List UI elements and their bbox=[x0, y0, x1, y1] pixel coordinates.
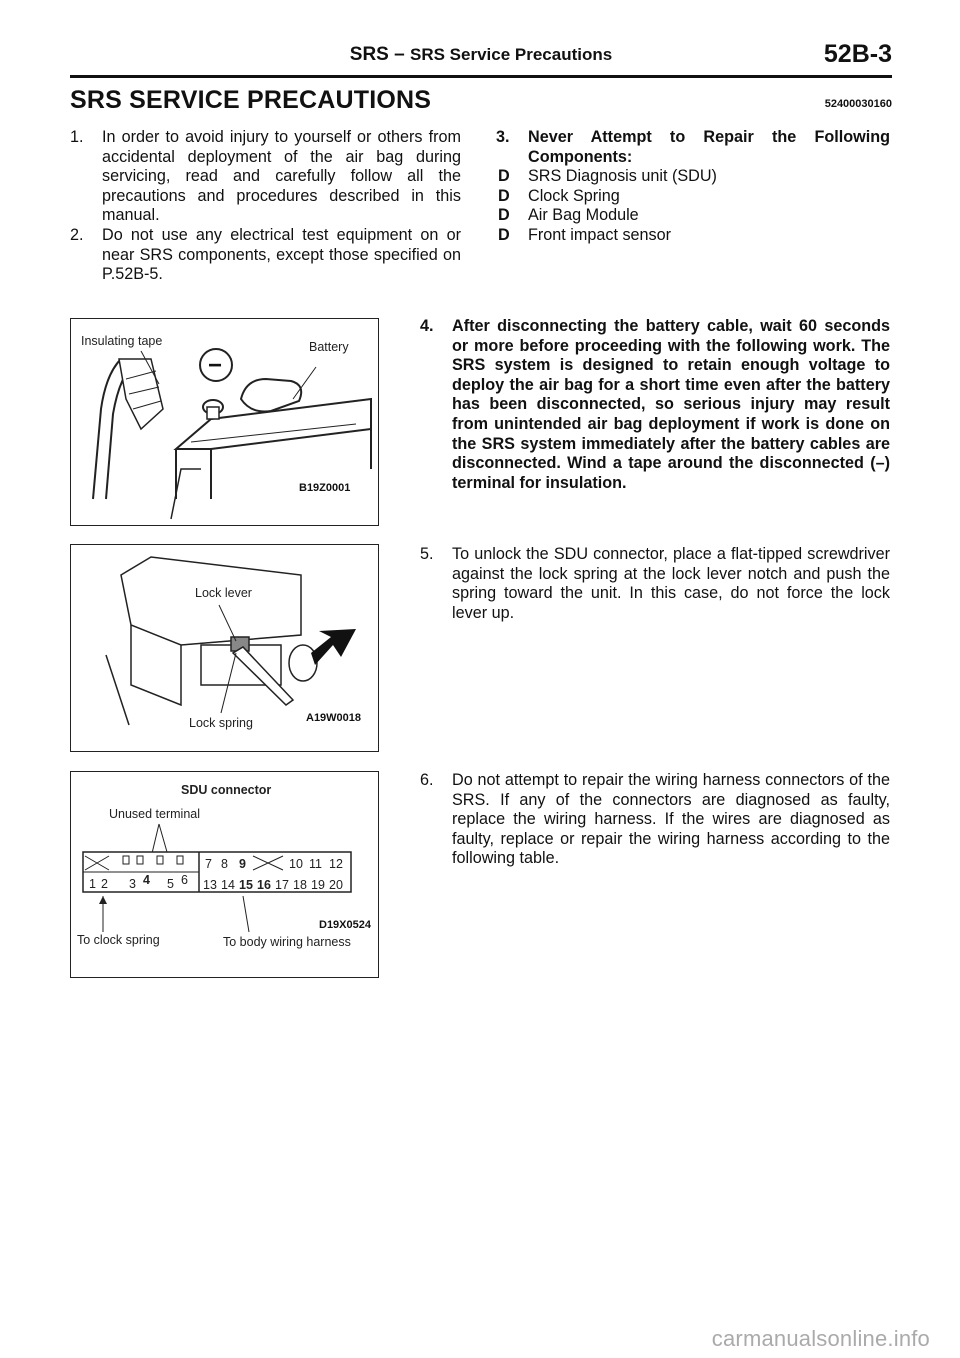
label-to-clock-spring: To clock spring bbox=[77, 933, 160, 947]
lock-lever-figure bbox=[70, 544, 379, 752]
label-insulating-tape: Insulating tape bbox=[81, 334, 163, 348]
header-dash: – bbox=[394, 44, 405, 65]
list-item bbox=[70, 226, 461, 285]
list-item bbox=[70, 128, 461, 226]
pin-label: 20 bbox=[329, 878, 343, 892]
item-text: After disconnecting the battery cable, wait 60 seconds or more before proceeding with the following work. The SRS system is designed to retain enough voltage to deploy the air bag for a short time even after the battery has been disconnected, so serious injury may result from unintended air bag deployment if work is done on the SRS system immediately after the battery cables are disconnected. Wind a tape around the disconnected (–) terminal for insulation. bbox=[452, 317, 890, 492]
left-column bbox=[70, 128, 461, 285]
sdu-lock-illustration bbox=[71, 545, 378, 751]
pin-label: 12 bbox=[329, 857, 343, 871]
component-text: Front impact sensor bbox=[528, 225, 672, 244]
component-list bbox=[496, 167, 890, 245]
label-lock-spring: Lock spring bbox=[189, 716, 253, 730]
label-unused-terminal: Unused terminal bbox=[109, 807, 201, 821]
figure-code: B19Z0001 bbox=[299, 482, 351, 494]
component-text: Air Bag Module bbox=[528, 206, 639, 225]
item-number: 1. bbox=[70, 128, 84, 146]
item-text: Do not attempt to repair the wiring harness connectors of the SRS. If any of the connectors are diagnosed as faulty, replace the wiring harness. If the wires are diagnosed as faulty, replace or repair the wiring harness according to the following table. bbox=[452, 771, 890, 868]
battery-figure bbox=[70, 318, 379, 526]
bullet-icon: D bbox=[498, 225, 510, 244]
section-code: 52400030160 bbox=[824, 98, 892, 110]
label-to-body-wiring-harness: To body wiring harness bbox=[223, 935, 351, 949]
component-text: Clock Spring bbox=[528, 186, 620, 205]
list-item bbox=[496, 128, 890, 167]
list-item bbox=[420, 317, 890, 493]
pin-label: 19 bbox=[311, 878, 325, 892]
section-title: SRS SERVICE PRECAUTIONS bbox=[70, 86, 432, 114]
connector-title: SDU connector bbox=[181, 783, 272, 797]
pin-label: 7 bbox=[205, 857, 212, 871]
item-text: In order to avoid injury to yourself or others from accidental deployment of the air bag during servicing, read and carefully follow all the precautions and procedures described in this manual. bbox=[102, 128, 461, 225]
sdu-connector-illustration bbox=[71, 772, 378, 977]
pin-label: 17 bbox=[275, 878, 289, 892]
page-number: 52B-3 bbox=[823, 40, 892, 68]
header-section-name: SRS bbox=[349, 44, 389, 65]
pin-label: 11 bbox=[309, 857, 322, 871]
bullet-icon: D bbox=[498, 167, 510, 186]
list-item bbox=[420, 545, 890, 623]
figure-code: A19W0018 bbox=[306, 712, 362, 724]
item-number: 4. bbox=[420, 317, 434, 335]
watermark: carmanualsonline.info bbox=[711, 1326, 930, 1351]
list-item bbox=[496, 226, 890, 246]
pin-label: 1 bbox=[89, 877, 96, 891]
minus-terminal-icon: − bbox=[208, 352, 223, 379]
bullet-icon: D bbox=[498, 206, 510, 225]
list-item bbox=[496, 187, 890, 207]
bullet-icon: D bbox=[498, 186, 510, 205]
header-divider bbox=[70, 75, 892, 78]
pin-label: 2 bbox=[101, 877, 108, 891]
item-number: 2. bbox=[70, 225, 84, 244]
header-subtitle: SRS Service Precautions bbox=[410, 45, 613, 64]
pin-label: 10 bbox=[289, 857, 303, 871]
item-number: 5. bbox=[420, 545, 434, 563]
item-text: Never Attempt to Repair the Following Components: bbox=[528, 128, 890, 166]
right-column-item-3 bbox=[496, 128, 890, 246]
item-6-block bbox=[420, 771, 890, 869]
pin-label: 18 bbox=[293, 878, 307, 892]
list-item bbox=[420, 771, 890, 869]
pin-label: 4 bbox=[143, 873, 150, 887]
header-title bbox=[70, 44, 892, 66]
pin-label: 9 bbox=[239, 857, 246, 871]
item-5-block bbox=[420, 545, 890, 623]
item-text: To unlock the SDU connector, place a flat-tipped screwdriver against the lock spring at the lock lever notch and push the spring toward the unit. In this case, do not force the lock lever up. bbox=[452, 545, 890, 622]
pin-label: 16 bbox=[257, 878, 271, 892]
battery-illustration bbox=[71, 319, 378, 525]
label-battery: Battery bbox=[309, 340, 349, 354]
label-lock-lever: Lock lever bbox=[195, 586, 252, 600]
pin-label: 13 bbox=[203, 878, 217, 892]
page-header bbox=[70, 40, 892, 70]
pin-label: 6 bbox=[181, 873, 188, 887]
list-item bbox=[496, 167, 890, 187]
component-text: SRS Diagnosis unit (SDU) bbox=[528, 167, 717, 186]
pin-label: 5 bbox=[167, 877, 174, 891]
item-text: Do not use any electrical test equipment on or near SRS components, except those specified on P.52B-5. bbox=[102, 225, 461, 284]
sdu-connector-figure bbox=[70, 771, 379, 978]
list-item bbox=[496, 206, 890, 226]
item-number: 3. bbox=[496, 128, 510, 146]
pin-label: 8 bbox=[221, 857, 228, 871]
item-number: 6. bbox=[420, 771, 434, 789]
pin-label: 14 bbox=[221, 878, 235, 892]
item-4-block bbox=[420, 317, 890, 493]
section-heading bbox=[70, 86, 892, 116]
pin-label: 3 bbox=[129, 877, 136, 891]
figure-code: D19X0524 bbox=[319, 919, 371, 931]
pin-label: 15 bbox=[239, 878, 253, 892]
